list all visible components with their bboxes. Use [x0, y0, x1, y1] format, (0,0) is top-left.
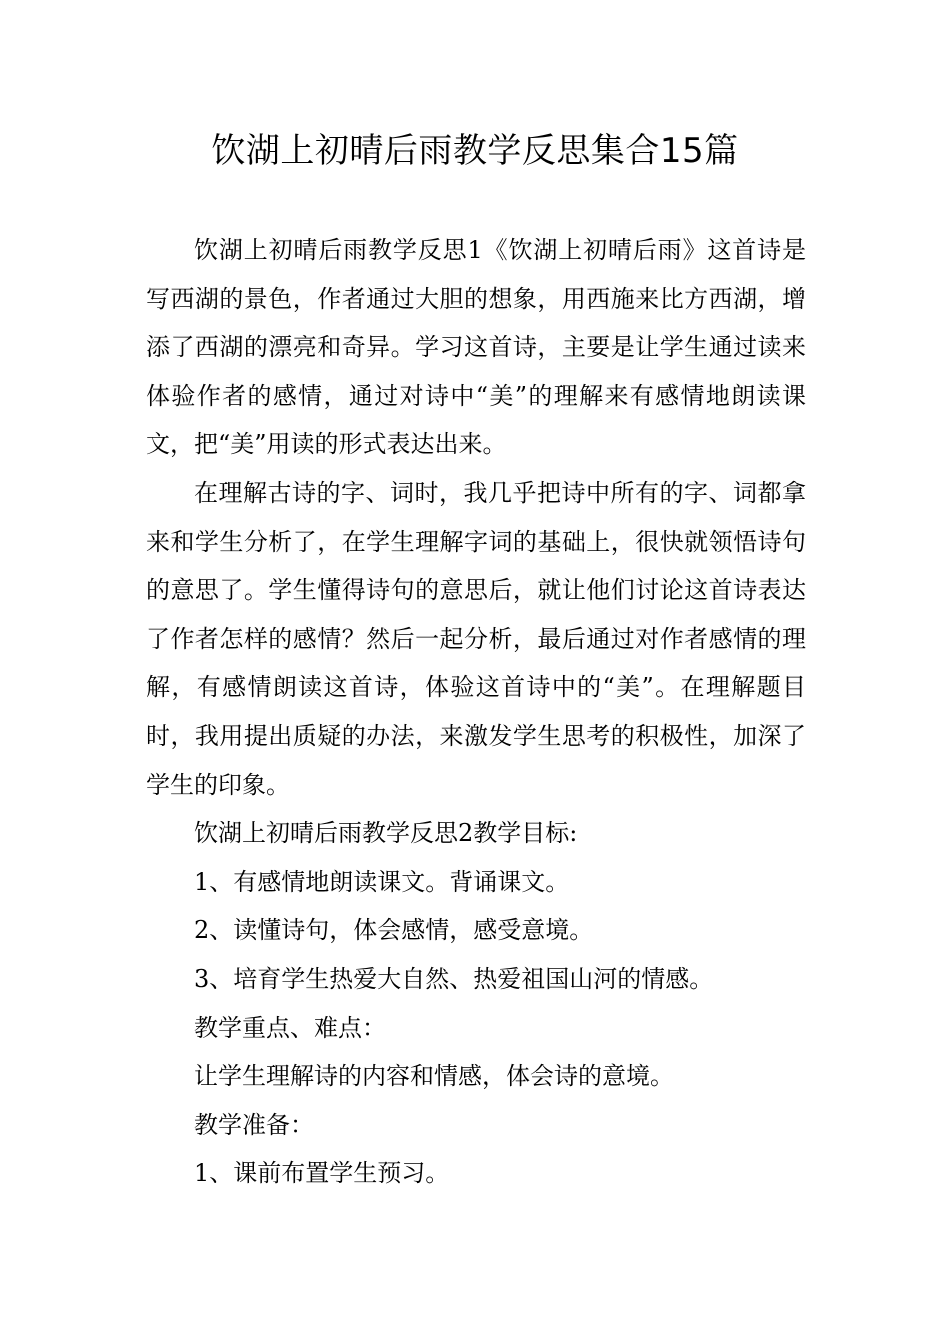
- goal-item-1: 1、有感情地朗读课文。背诵课文。: [194, 867, 570, 896]
- preparation-heading: 教学准备：: [194, 1110, 314, 1139]
- key-points-heading: 教学重点、难点：: [194, 1013, 386, 1042]
- document-body: [146, 226, 806, 1198]
- preparation-item-1: 1、课前布置学生预习。: [194, 1159, 450, 1188]
- goal-item-3: 3、培育学生热爱大自然、热爱祖国山河的情感。: [194, 964, 714, 993]
- paragraph-reflection-1: 饮湖上初晴后雨教学反思1《饮湖上初晴后雨》这首诗是写西湖的景色，作者通过大胆的想象，用西施来比方西湖，增添了西湖的漂亮和奇异。学习这首诗，主要是让学生通过读来体验作者的感情，通过对诗中“美”的理解来有感情地朗读课文，把“美”用读的形式表达出来。: [146, 236, 806, 459]
- goal-item-2: 2、读懂诗句，体会感情，感受意境。: [194, 916, 594, 945]
- document-title: 饮湖上初晴后雨教学反思集合15篇: [211, 131, 739, 171]
- paragraph-analysis: 在理解古诗的字、词时，我几乎把诗中所有的字、词都拿来和学生分析了，在学生理解字词的基础上，很快就领悟诗句的意思了。学生懂得诗句的意思后，就让他们讨论这首诗表达了作者怎样的感情？然后一起分析，最后通过对作者感情的理解，有感情朗读这首诗，体验这首诗中的“美”。在理解题目时，我用提出质疑的办法，来激发学生思考的积极性，加深了学生的印象。: [146, 478, 806, 799]
- paragraph-reflection-2-heading: 饮湖上初晴后雨教学反思2教学目标:: [194, 819, 578, 848]
- key-points-text: 让学生理解诗的内容和情感，体会诗的意境。: [194, 1062, 674, 1091]
